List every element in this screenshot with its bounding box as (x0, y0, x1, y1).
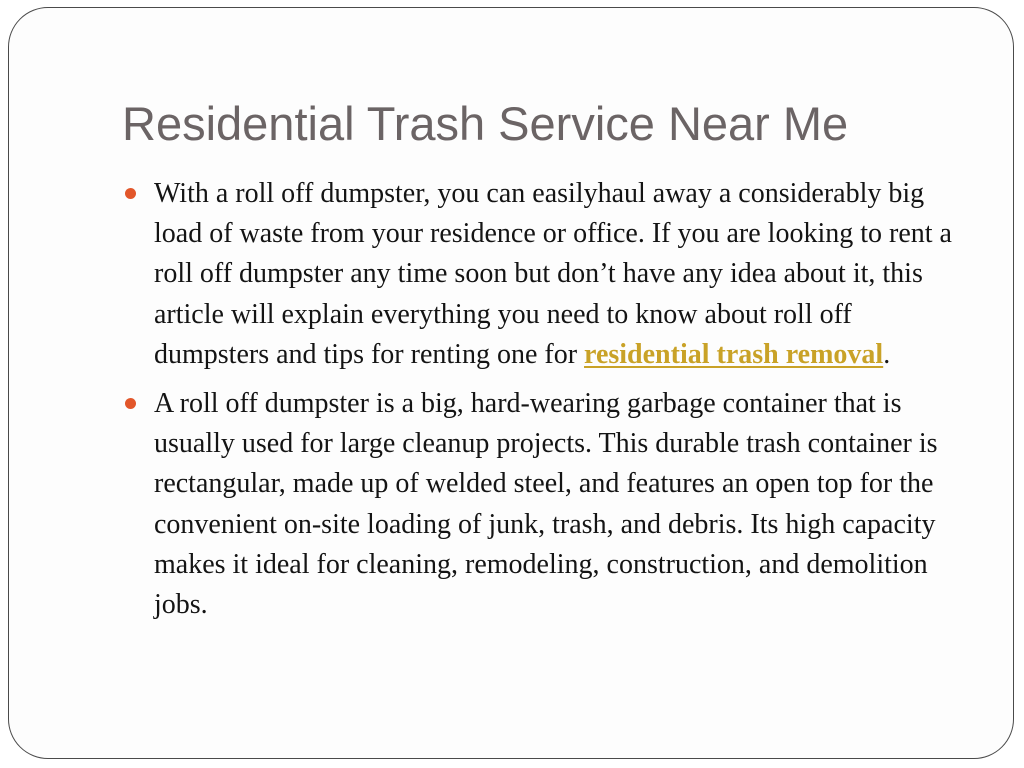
bullet-text: A roll off dumpster is a big, hard-wearing garbage container that is usually used for large cleanup projects. This durable trash container is rectangular, made up of welded steel, and features an open top for the convenient on-site loading of junk, trash, and debris. Its high capacity makes it ideal for cleaning, remodeling, construction, and demolition jobs. (154, 388, 938, 621)
bullet-text-end: . (883, 338, 891, 370)
bullet-list (122, 174, 952, 634)
slide-frame (8, 7, 1014, 759)
bullet-item (122, 384, 952, 625)
bullet-dot-icon (125, 398, 136, 409)
bullet-dot-icon (125, 188, 136, 199)
bullet-text: With a roll off dumpster, you can easilyhaul away a considerably big load of waste from your residence or office. If you are looking to rent a roll off dumpster any time soon but don’t have any idea about it, this article will explain everything you need to know about roll off dumpsters and tips for renting one for (154, 178, 952, 370)
slide-title: Residential Trash Service Near Me (122, 97, 849, 150)
bullet-item (122, 174, 952, 375)
residential-trash-removal-link[interactable]: residential trash removal (584, 338, 884, 370)
